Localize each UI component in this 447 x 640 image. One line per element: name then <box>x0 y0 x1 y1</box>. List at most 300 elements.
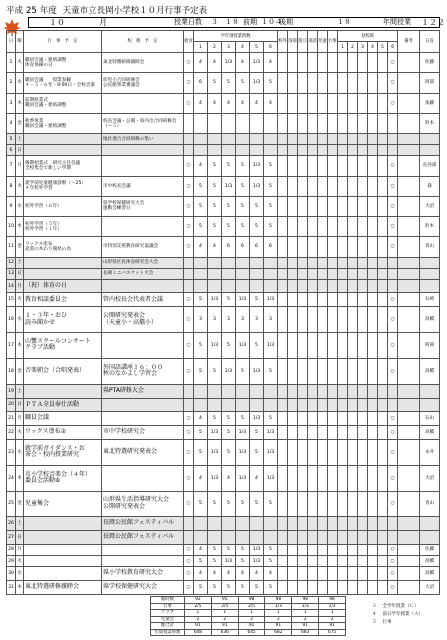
row-note <box>398 556 420 567</box>
row-extra <box>278 279 288 293</box>
row-kg <box>338 134 348 145</box>
row-kg <box>338 412 348 426</box>
table-row <box>7 53 440 73</box>
row-hours: 6 <box>222 237 236 257</box>
row-lunch: ○ <box>184 465 194 491</box>
table-row <box>7 439 440 465</box>
legend-item <box>372 603 442 611</box>
row-extra <box>328 53 338 73</box>
row-note <box>398 439 420 465</box>
row-hours: 6 <box>250 237 264 257</box>
row-extra <box>308 556 318 567</box>
row-mark <box>388 145 398 156</box>
row-kg <box>368 544 378 555</box>
header-extra6: 行事 <box>328 31 338 53</box>
row-note <box>398 531 420 545</box>
row-note <box>398 279 420 293</box>
row-hours: 1/3 <box>264 333 278 359</box>
summary-cell: 98 <box>292 597 319 604</box>
row-lunch: ○ <box>184 156 194 176</box>
row-mark: ○ <box>388 217 398 237</box>
row-hours <box>250 268 264 279</box>
year-value: 25 <box>26 6 37 16</box>
row-duty <box>420 257 440 268</box>
row-day: 22 <box>7 426 16 440</box>
row-event <box>24 145 102 156</box>
row-extra <box>298 491 308 517</box>
event-subtext: ４・５・６年・9:00日・全校音楽 <box>25 82 96 88</box>
row-kg <box>348 580 358 594</box>
row-hours: 5 <box>208 156 222 176</box>
row-kg <box>378 412 388 426</box>
row-hours: 1/3 <box>236 439 250 465</box>
row-kg <box>338 145 348 156</box>
row-day: 30 <box>7 567 16 581</box>
row-weekday: 水 <box>16 73 24 93</box>
row-kg <box>348 465 358 491</box>
row-kg <box>358 257 368 268</box>
plan-text: 長岡ミニバスケット大会 <box>103 271 154 277</box>
event-text: １・３年・おひ <box>25 312 68 320</box>
row-school-plan <box>102 237 184 257</box>
row-hours: 1/3 <box>222 556 236 567</box>
row-lunch: ○ <box>184 426 194 440</box>
row-school-plan <box>102 134 184 145</box>
row-hours: 5 <box>250 580 264 594</box>
row-hours: 5 <box>194 439 208 465</box>
row-kg <box>368 465 378 491</box>
row-extra <box>318 358 328 384</box>
row-extra <box>328 237 338 257</box>
row-duty: 加藤 <box>420 93 440 113</box>
row-extra <box>318 412 328 426</box>
row-extra <box>318 268 328 279</box>
row-hours <box>222 384 236 398</box>
row-extra <box>318 113 328 133</box>
row-weekday: 木 <box>16 580 24 594</box>
row-mark: ○ <box>388 426 398 440</box>
row-event <box>24 176 102 196</box>
row-extra <box>308 580 318 594</box>
legend-key: ５ <box>372 620 377 625</box>
row-hours <box>236 517 250 531</box>
summary-cell: 648 <box>185 629 212 636</box>
event-text: 児童集会 <box>25 499 50 507</box>
table-row <box>7 556 440 567</box>
row-extra <box>298 268 308 279</box>
row-kg <box>358 491 368 517</box>
summary-cell: 645 <box>238 629 265 636</box>
row-extra <box>278 268 288 279</box>
table-row <box>7 517 440 531</box>
row-kg <box>378 580 388 594</box>
row-extra <box>328 531 338 545</box>
row-extra <box>298 176 308 196</box>
row-hours <box>250 384 264 398</box>
row-extra <box>278 145 288 156</box>
row-kg <box>378 333 388 359</box>
row-kg <box>368 279 378 293</box>
plan-text: 市特別支援教育研究協議会 <box>103 244 159 250</box>
row-hours: 4 <box>194 412 208 426</box>
row-extra <box>308 196 318 216</box>
row-weekday: 火 <box>16 556 24 567</box>
plan-text: 公開研究発表会 <box>103 312 146 320</box>
row-kg <box>378 517 388 531</box>
row-note <box>398 93 420 113</box>
row-hours: 5 <box>208 73 222 93</box>
row-mark: ○ <box>388 358 398 384</box>
row-extra <box>288 176 298 196</box>
row-hours: 5 <box>236 544 250 555</box>
row-hours: 5 <box>250 217 264 237</box>
row-note <box>398 358 420 384</box>
row-hours: 5 <box>236 196 250 216</box>
row-weekday: 月 <box>16 412 24 426</box>
row-hours <box>222 398 236 412</box>
header-event: 行 事 予 定 <box>24 31 102 53</box>
first-half-label: 前期 <box>243 18 257 26</box>
document-title <box>6 6 442 16</box>
row-hours <box>264 134 278 145</box>
row-kg <box>358 531 368 545</box>
row-hours: 5 <box>264 217 278 237</box>
row-kg <box>348 531 358 545</box>
row-extra <box>328 217 338 237</box>
row-extra <box>318 556 328 567</box>
event-text: 就学前児童健康診断（～25） <box>25 181 86 187</box>
event-text: 東北特選研修親睦会 <box>25 583 80 591</box>
plan-subtext: 公開研究発表会 <box>103 502 146 510</box>
plan-text: 県学校保健研究大会 <box>103 583 158 591</box>
row-extra <box>288 517 298 531</box>
row-event <box>24 73 102 93</box>
row-kg <box>368 257 378 268</box>
table-row <box>7 358 440 384</box>
row-note <box>398 384 420 398</box>
event-text: （祝）体育の日 <box>25 281 68 289</box>
row-kg <box>338 398 348 412</box>
row-kg <box>368 145 378 156</box>
plan-text: 長岡公民館フェスティバル <box>103 519 175 527</box>
row-school-plan <box>102 358 184 384</box>
row-extra <box>288 145 298 156</box>
summary-cell: 2 <box>292 616 319 623</box>
row-extra <box>288 268 298 279</box>
row-mark <box>388 113 398 133</box>
row-extra <box>318 134 328 145</box>
row-extra <box>288 257 298 268</box>
row-extra <box>298 531 308 545</box>
row-weekday: 日 <box>16 145 24 156</box>
row-kg <box>348 217 358 237</box>
row-extra <box>318 196 328 216</box>
header-grade: 2 <box>208 42 222 53</box>
row-lunch: ○ <box>184 73 194 93</box>
row-kg <box>358 93 368 113</box>
row-kg <box>368 333 378 359</box>
row-extra <box>328 257 338 268</box>
row-kg <box>378 465 388 491</box>
row-hours: 3 <box>222 307 236 333</box>
event-subtext: 体育体操の日 <box>25 62 53 68</box>
row-note <box>398 333 420 359</box>
row-hours <box>194 257 208 268</box>
row-extra <box>308 426 318 440</box>
row-lunch <box>184 517 194 531</box>
row-hours: 5 <box>222 491 236 517</box>
row-school-plan <box>102 307 184 333</box>
row-lunch <box>184 113 194 133</box>
row-hours: 5 <box>250 293 264 307</box>
row-hours: 5 <box>222 426 236 440</box>
row-extra <box>318 279 328 293</box>
legend-text: 行事 <box>382 620 392 625</box>
row-event <box>24 53 102 73</box>
row-extra <box>298 293 308 307</box>
row-school-plan <box>102 384 184 398</box>
year-suffix: 年度 <box>39 6 57 16</box>
row-extra <box>318 439 328 465</box>
row-hours <box>264 398 278 412</box>
row-extra <box>298 279 308 293</box>
row-hours: 4 <box>236 93 250 113</box>
row-school-plan <box>102 398 184 412</box>
row-kg <box>368 217 378 237</box>
summary-cell: 1 <box>185 610 212 617</box>
row-extra <box>298 93 308 113</box>
row-hours: 3 <box>236 307 250 333</box>
row-hours: 5 <box>208 491 222 517</box>
summary-label: 行事 <box>151 603 185 610</box>
row-extra <box>288 293 298 307</box>
row-hours: 5 <box>250 426 264 440</box>
row-hours: 4 <box>250 567 264 581</box>
event-text: ＰＴＡ全員奉仕活動 <box>25 400 80 408</box>
row-duty <box>420 517 440 531</box>
annual-label: 年間授業 <box>383 18 411 26</box>
row-extra <box>298 580 308 594</box>
row-hours: 5 <box>264 358 278 384</box>
row-mark: ○ <box>388 293 398 307</box>
table-row <box>7 491 440 517</box>
row-hours <box>208 113 222 133</box>
row-note <box>398 580 420 594</box>
row-hours: 5 <box>264 196 278 216</box>
row-hours: 5 <box>236 556 250 567</box>
row-hours <box>208 384 222 398</box>
row-event <box>24 237 102 257</box>
row-school-plan <box>102 567 184 581</box>
row-hours: 1/3 <box>208 465 222 491</box>
summary-cell: 636 <box>211 629 238 636</box>
row-day: 7 <box>7 156 16 176</box>
row-school-plan <box>102 439 184 465</box>
row-extra <box>278 293 288 307</box>
row-duty: 高橋 <box>420 426 440 440</box>
row-kg <box>348 156 358 176</box>
row-kg <box>358 426 368 440</box>
row-hours: 1/3 <box>222 358 236 384</box>
row-extra <box>288 73 298 93</box>
summary-cell: 91 <box>319 623 346 630</box>
plan-text: 県PTA研修大会 <box>103 386 144 394</box>
row-hours: 5 <box>236 217 250 237</box>
row-lunch <box>184 134 194 145</box>
row-extra <box>278 465 288 491</box>
row-extra <box>298 237 308 257</box>
row-kg <box>368 412 378 426</box>
row-school-plan <box>102 279 184 293</box>
row-weekday: 日 <box>16 531 24 545</box>
row-kg <box>358 268 368 279</box>
row-duty: 高橋 <box>420 567 440 581</box>
table-row <box>7 113 440 133</box>
row-event <box>24 156 102 176</box>
summary-cell: 98 <box>265 597 292 604</box>
header-kg-col: 3 <box>358 42 368 53</box>
table-row <box>7 580 440 594</box>
row-extra <box>318 93 328 113</box>
schedule-table <box>6 30 440 595</box>
row-hours: 4 <box>208 237 222 257</box>
row-hours: 1/3 <box>264 426 278 440</box>
row-hours: 5 <box>194 217 208 237</box>
row-hours: 5 <box>250 491 264 517</box>
header-kg-col: 4 <box>368 42 378 53</box>
row-hours: 1/3 <box>264 293 278 307</box>
row-day: 19 <box>7 384 16 398</box>
row-hours: 4 <box>194 567 208 581</box>
row-extra <box>328 333 338 359</box>
row-hours: 5 <box>222 439 236 465</box>
event-text: 音楽朝会（合唱発表） <box>25 367 86 375</box>
row-extra <box>288 398 298 412</box>
summary-cell: 95 <box>211 597 238 604</box>
row-kg <box>358 279 368 293</box>
row-mark: ○ <box>388 412 398 426</box>
row-school-plan <box>102 333 184 359</box>
event-text: 職員会議・連絡調整 <box>25 57 67 63</box>
row-school-plan <box>102 156 184 176</box>
row-extra <box>328 176 338 196</box>
row-kg <box>368 567 378 581</box>
summary-label: 児童会 <box>151 616 185 623</box>
row-hours: 5 <box>250 333 264 359</box>
row-mark: ○ <box>388 73 398 93</box>
row-kg <box>368 384 378 398</box>
row-kg <box>358 567 368 581</box>
row-extra <box>298 53 308 73</box>
row-note <box>398 544 420 555</box>
event-text: 校外学習（６年） <box>25 203 62 209</box>
row-day: 6 <box>7 145 16 156</box>
row-school-plan <box>102 176 184 196</box>
row-kg <box>368 268 378 279</box>
row-weekday: 金 <box>16 237 24 257</box>
row-extra <box>308 268 318 279</box>
row-extra <box>318 53 328 73</box>
table-row <box>7 398 440 412</box>
row-day: 4 <box>7 113 16 133</box>
row-extra <box>328 439 338 465</box>
row-weekday: 水 <box>16 567 24 581</box>
row-extra <box>278 412 288 426</box>
row-extra <box>318 580 328 594</box>
row-kg <box>348 307 358 333</box>
row-extra <box>278 544 288 555</box>
row-extra <box>278 517 288 531</box>
row-duty <box>420 268 440 279</box>
row-note <box>398 73 420 93</box>
summary-cell: 98 <box>319 597 346 604</box>
row-hours: 1/3 <box>250 156 264 176</box>
row-mark <box>388 257 398 268</box>
row-extra <box>288 426 298 440</box>
row-event <box>24 257 102 268</box>
row-extra <box>278 307 288 333</box>
row-extra <box>278 257 288 268</box>
row-mark: ○ <box>388 176 398 196</box>
row-weekday: 土 <box>16 134 24 145</box>
row-extra <box>298 217 308 237</box>
row-hours <box>250 517 264 531</box>
row-hours <box>250 257 264 268</box>
row-hours: 4 <box>222 465 236 491</box>
table-row <box>7 156 440 176</box>
row-extra <box>278 113 288 133</box>
row-duty: 大沼 <box>420 196 440 216</box>
row-extra <box>318 398 328 412</box>
row-kg <box>348 196 358 216</box>
row-mark: ○ <box>388 465 398 491</box>
legend <box>372 603 442 627</box>
row-kg <box>338 517 348 531</box>
row-event <box>24 333 102 359</box>
row-weekday: 火 <box>16 293 24 307</box>
row-extra <box>328 580 338 594</box>
header-grade: 5 <box>250 42 264 53</box>
row-note <box>398 113 420 133</box>
row-hours: 4 <box>250 93 264 113</box>
row-extra <box>308 384 318 398</box>
row-duty <box>420 531 440 545</box>
row-kg <box>378 293 388 307</box>
row-extra <box>308 531 318 545</box>
row-lunch: ○ <box>184 567 194 581</box>
row-note <box>398 237 420 257</box>
row-lunch: ○ <box>184 580 194 594</box>
row-kg <box>358 384 368 398</box>
row-kg <box>338 384 348 398</box>
row-mark: ○ <box>388 333 398 359</box>
row-hours: 5 <box>236 412 250 426</box>
row-school-plan <box>102 93 184 113</box>
row-hours <box>222 517 236 531</box>
row-hours: 5 <box>208 217 222 237</box>
row-event <box>24 93 102 113</box>
row-extra <box>318 73 328 93</box>
row-mark: ○ <box>388 237 398 257</box>
row-mark: ○ <box>388 156 398 176</box>
row-day: 10 <box>7 217 16 237</box>
row-hours: 1/3 <box>250 556 264 567</box>
row-kg <box>338 567 348 581</box>
row-note <box>398 268 420 279</box>
row-kg <box>358 307 368 333</box>
row-extra <box>328 268 338 279</box>
row-kg <box>358 145 368 156</box>
